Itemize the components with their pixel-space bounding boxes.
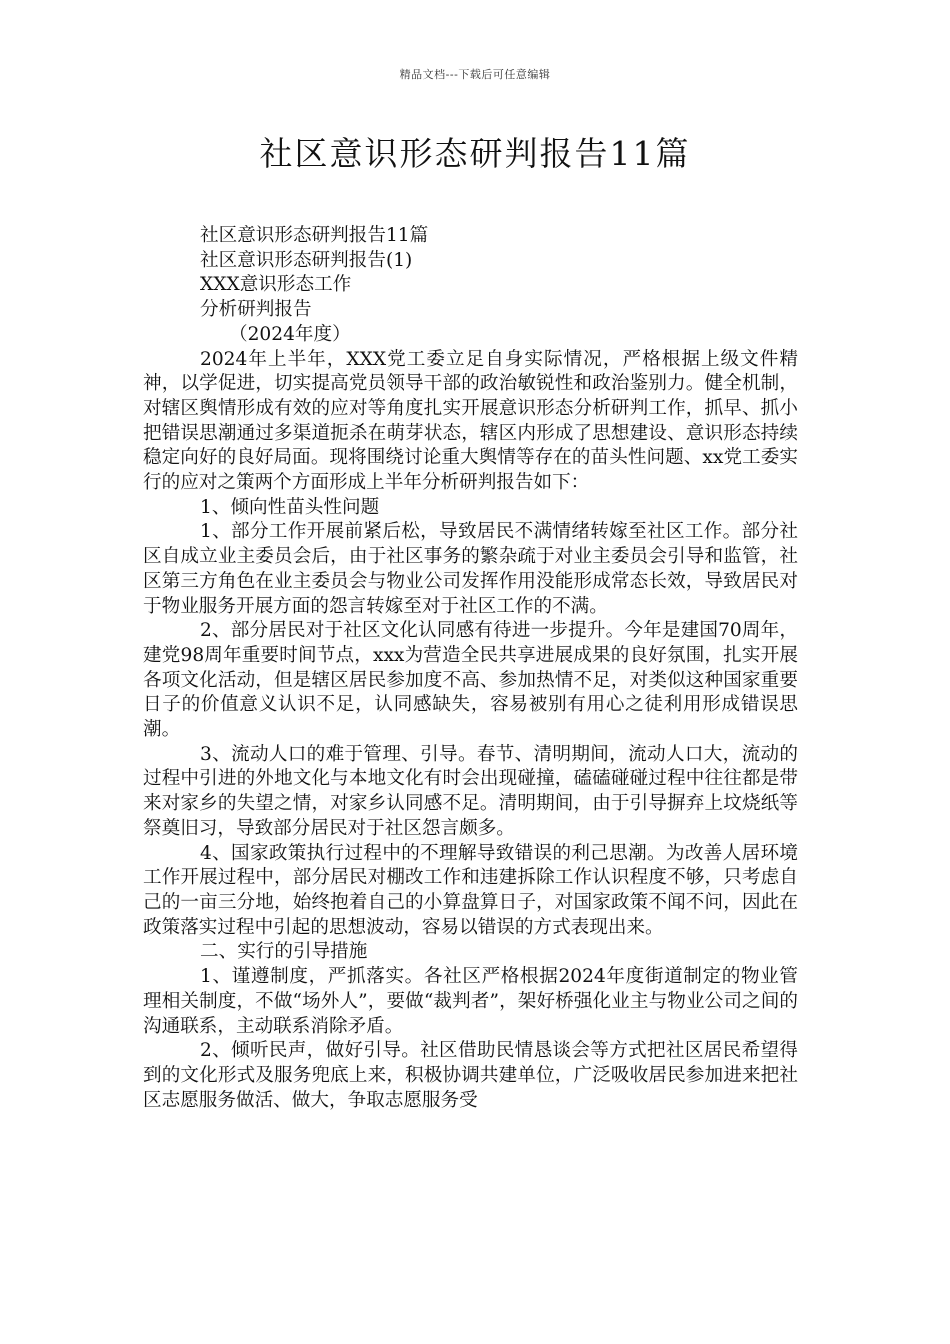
header-note: 精品文档---下载后可任意编辑 bbox=[399, 68, 551, 81]
year-line: （2024年度） bbox=[229, 323, 351, 345]
section-heading-2: 二、实行的引导措施 bbox=[200, 941, 368, 963]
work-title-line: XXX意识形态工作 bbox=[200, 274, 352, 296]
document-body bbox=[143, 224, 798, 1113]
issue-paragraph-3: 3、流动人口的难于管理、引导。春节、清明期间，流动人口大，流动的过程中引进的外地文化与本地文化有时会出现碰撞，磕磕碰碰过程中往往都是带来对家乡的失望之情，对家乡认同感不足。清明期间，由于引导摒弃上坟烧纸等祭奠旧习，导致部分居民对于社区怨言颇多。 bbox=[143, 743, 798, 839]
measure-paragraph-1: 1、谨遵制度，严抓落实。各社区严格根据2024年度街道制定的物业管理相关制度，不做“场外人”，要做“裁判者”，架好桥强化业主与物业公司之间的沟通联系，主动联系消除矛盾。 bbox=[143, 966, 798, 1037]
issue-paragraph-4: 4、国家政策执行过程中的不理解导致错误的利己思潮。为改善人居环境工作开展过程中，部分居民对棚改工作和违建拆除工作认识程度不够，只考虑自己的一亩三分地，始终抱着自己的小算盘算日子，对国家政策不闻不问，因此在政策落实过程中引起的思想波动，容易以错误的方式表现出来。 bbox=[143, 842, 798, 938]
document-title: 社区意识形态研判报告11篇 bbox=[259, 134, 691, 173]
intro-paragraph: 2024年上半年，XXX党工委立足自身实际情况，严格根据上级文件精神，以学促进，切实提高党员领导干部的政治敏锐性和政治鉴别力。健全机制，对辖区舆情形成有效的应对等角度扎实开展意识形态分析研判工作，抓早、抓小把错误思潮通过多渠道扼杀在萌芽状态，辖区内形成了思想建设、意识形态持续稳定向好的良好局面。现将围绕讨论重大舆情等存在的苗头性问题、xx党工委实行的应对之策两个方面形成上半年分析研判报告如下： bbox=[143, 348, 798, 494]
section-heading-1: 1、倾向性苗头性问题 bbox=[200, 496, 380, 518]
issue-paragraph-2: 2、部分居民对于社区文化认同感有待进一步提升。今年是建国70周年，建党98周年重要时间节点，xxx为营造全民共享进展成果的良好氛围，扎实开展各项文化活动，但是辖区居民参加度不高、参加热情不足，对类似这种国家重要日子的价值意义认识不足，认同感缺失，容易被别有用心之徒利用形成错误思潮。 bbox=[143, 620, 798, 741]
analysis-title-line: 分析研判报告 bbox=[200, 299, 312, 321]
measure-paragraph-2: 2、倾听民声，做好引导。社区借助民情恳谈会等方式把社区居民希望得到的文化形式及服务兜底上来，积极协调共建单位，广泛吸收居民参加进来把社区志愿服务做活、做大，争取志愿服务受 bbox=[143, 1040, 798, 1111]
issue-paragraph-1: 1、部分工作开展前紧后松，导致居民不满情绪转嫁至社区工作。部分社区自成立业主委员会后，由于社区事务的繁杂疏于对业主委员会引导和监管，社区第三方角色在业主委员会与物业公司发挥作用没能形成常态长效，导致居民对于物业服务开展方面的怨言转嫁至对于社区工作的不满。 bbox=[143, 521, 798, 617]
report-heading-line: 社区意识形态研判报告(1) bbox=[200, 249, 413, 271]
subtitle-line: 社区意识形态研判报告11篇 bbox=[200, 225, 429, 246]
